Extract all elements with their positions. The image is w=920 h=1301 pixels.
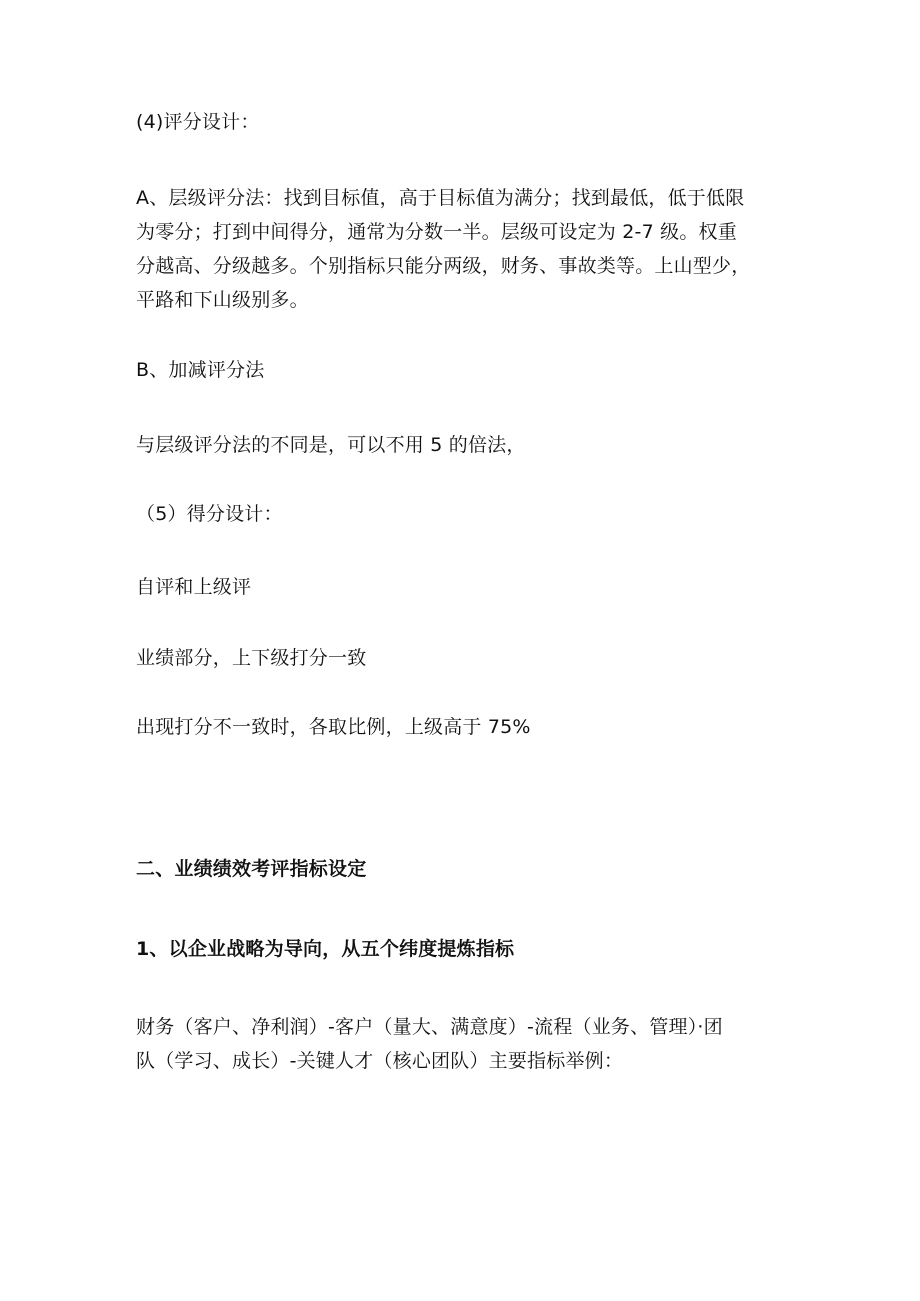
text-line: 自评和上级评 xyxy=(136,576,252,598)
self-and-superior-paragraph xyxy=(136,570,786,604)
inconsistent-rule-paragraph xyxy=(136,710,786,744)
five-dimensions-paragraph xyxy=(136,1010,786,1078)
text-line: 与层级评分法的不同是，可以不用 5 的倍法， xyxy=(136,434,526,456)
text-line: 业绩部分，上下级打分一致 xyxy=(136,647,367,669)
score-design-heading xyxy=(136,497,786,531)
scoring-design-heading xyxy=(136,105,786,139)
text-line: 二、业绩绩效考评指标设定 xyxy=(136,858,367,880)
method-a-paragraph xyxy=(136,181,786,317)
text-line: B、加减评分法 xyxy=(136,359,265,381)
performance-consistent-paragraph xyxy=(136,641,786,675)
method-b-heading xyxy=(136,353,786,387)
text-line: 财务（客户、净利润）-客户（量大、满意度）-流程（业务、管理）·团 xyxy=(136,1016,723,1038)
text-line: 出现打分不一致时，各取比例，上级高于 75% xyxy=(136,716,531,738)
method-b-description xyxy=(136,428,786,462)
text-line: 为零分；打到中间得分，通常为分数一半。层级可设定为 2-7 级。权重 xyxy=(136,221,737,243)
text-line: A、层级评分法：找到目标值，高于目标值为满分；找到最低，低于低限 xyxy=(136,187,745,209)
text-line: 分越高、分级越多。个别指标只能分两级，财务、事故类等。上山型少， xyxy=(136,255,751,277)
text-line: (4)评分设计： xyxy=(136,111,260,133)
text-line: 1、以企业战略为导向，从五个纬度提炼指标 xyxy=(136,938,515,960)
subsection-one-heading xyxy=(136,932,786,966)
text-line: （5）得分设计： xyxy=(136,503,283,525)
text-line: 平路和下山级别多。 xyxy=(136,289,309,311)
section-two-heading xyxy=(136,852,786,886)
text-line: 队（学习、成长）-关键人才（核心团队）主要指标举例： xyxy=(136,1050,624,1072)
